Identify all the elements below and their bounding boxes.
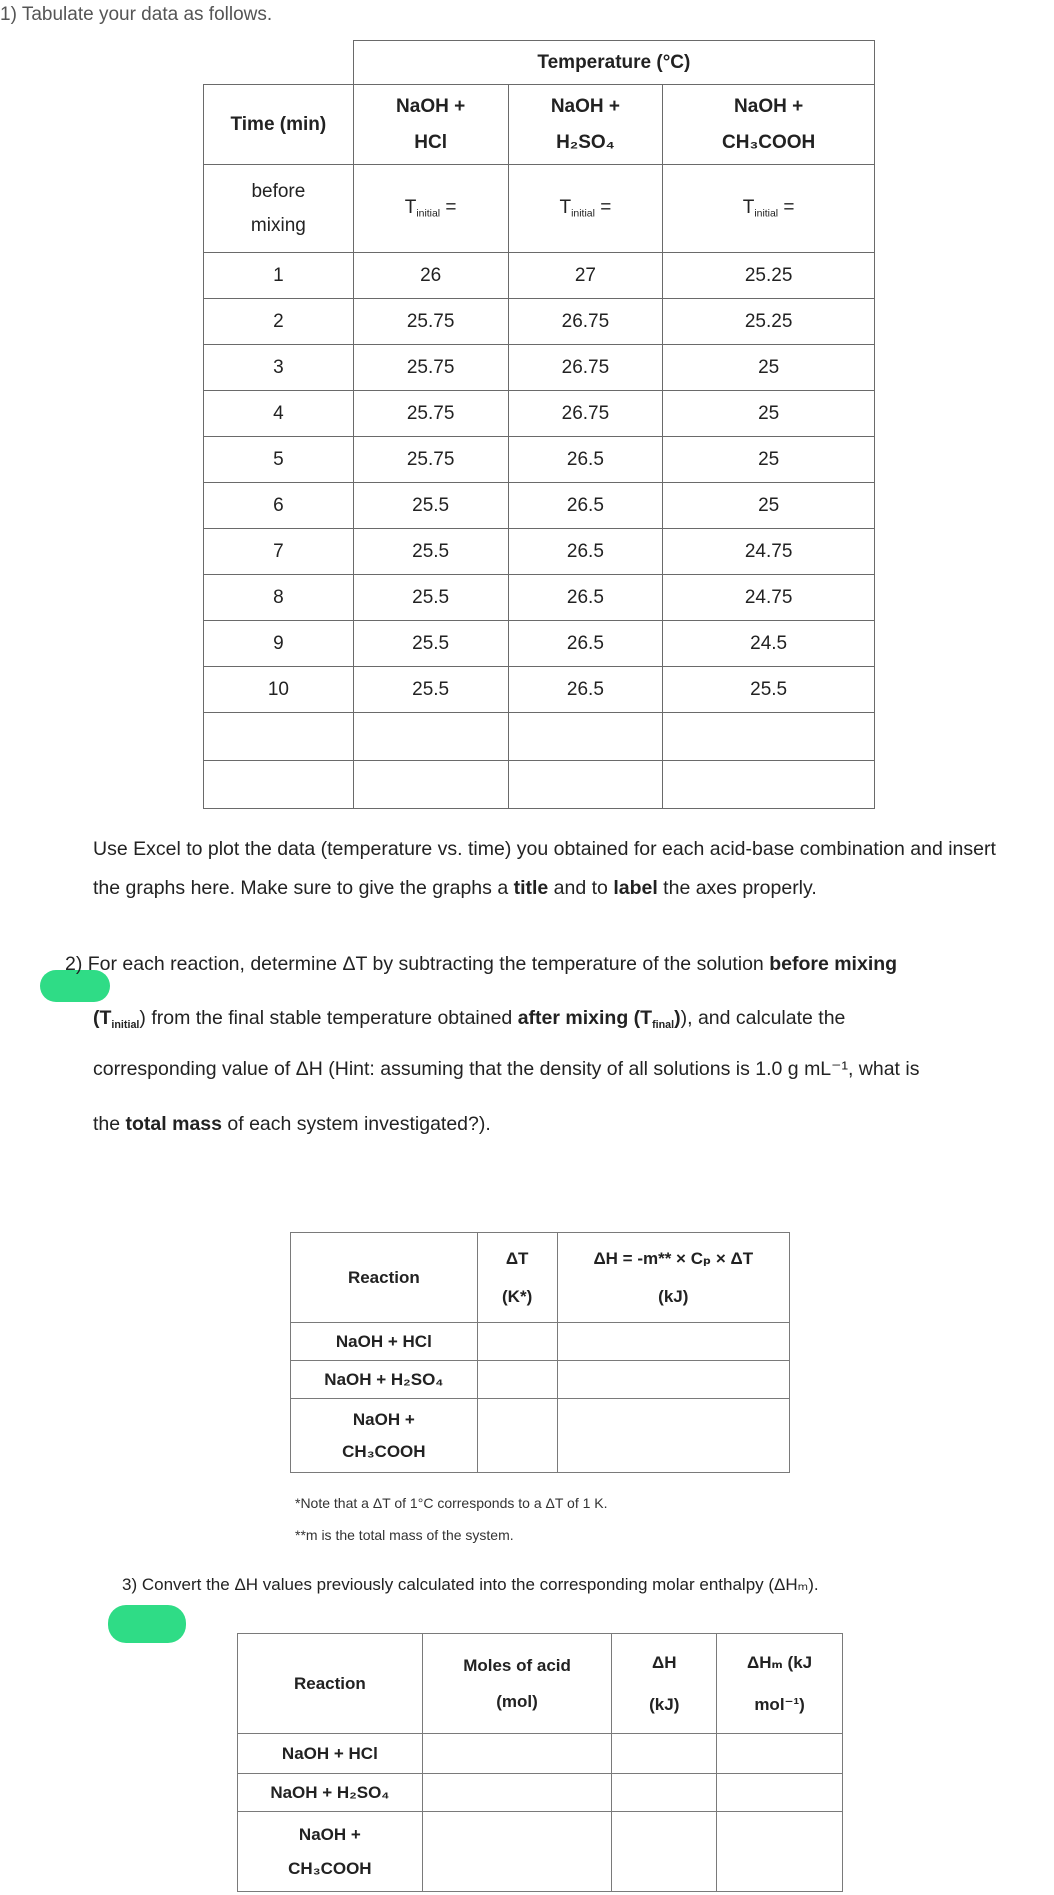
temperature-table [203,40,875,809]
h2so4-temp-cell: 26.5 [508,575,663,621]
col-header-hcl: NaOH + HCl [353,85,508,165]
h2so4-temp-cell: 26.75 [508,345,663,391]
reaction-header: Reaction [238,1634,423,1734]
reaction-cell: NaOH + HCl [238,1734,423,1774]
hcl-temp-cell: 25.5 [353,529,508,575]
time-cell: 1 [204,253,354,299]
note-delta-t: *Note that a ΔT of 1°C corresponds to a ΔT of 1 K. [295,1495,608,1511]
ch3cooh-temp-cell: 25.25 [663,299,875,345]
time-cell: 6 [204,483,354,529]
section2-line3: corresponding value of ΔH (Hint: assuming that the density of all solutions is 1.0 g mL⁻¹, what is [93,1058,920,1080]
section2-line4: the total mass of each system investigated?). [93,1113,491,1135]
t-initial-cell: Tinitial = [508,165,663,253]
molar-delta-h-header: ΔHₘ (kJ mol⁻¹) [717,1634,843,1734]
highlight-mark [108,1605,186,1643]
t-initial-cell: Tinitial = [663,165,875,253]
h2so4-temp-cell: 26.75 [508,391,663,437]
table-row [204,391,875,437]
reaction-cell: NaOH + HCl [291,1323,478,1361]
h2so4-temp-cell: 26.5 [508,529,663,575]
h2so4-temp-cell: 26.5 [508,437,663,483]
empty-corner-cell [204,41,354,85]
hcl-temp-cell: 25.75 [353,391,508,437]
h2so4-temp-cell: 26.5 [508,483,663,529]
ch3cooh-temp-cell: 25 [663,391,875,437]
hcl-temp-cell: 25.5 [353,575,508,621]
table-row [204,437,875,483]
ch3cooh-temp-cell: 25.25 [663,253,875,299]
reaction-cell: NaOH + H₂SO₄ [238,1774,423,1812]
table-row [204,667,875,713]
h2so4-temp-cell: 27 [508,253,663,299]
time-cell: 9 [204,621,354,667]
ch3cooh-temp-cell: 25 [663,345,875,391]
col-header-ch3cooh: NaOH + CH₃COOH [663,85,875,165]
before-mixing-row [204,165,875,253]
plot-instruction: Use Excel to plot the data (temperature vs. time) you obtained for each acid-base combination and insert the graphs here. Make sure to give the graphs a title and to label the axes properly. [93,838,996,899]
ch3cooh-temp-cell: 25 [663,437,875,483]
section3-text: 3) Convert the ΔH values previously calculated into the corresponding molar enthalpy (ΔHₘ). [122,1575,819,1594]
delta-h-header: ΔH (kJ) [612,1634,717,1734]
table-row [204,345,875,391]
table-row [204,621,875,667]
time-cell: 10 [204,667,354,713]
time-cell: 8 [204,575,354,621]
table-row [204,529,875,575]
delta-h-table [290,1232,790,1473]
empty-row [204,761,875,809]
hcl-temp-cell: 26 [353,253,508,299]
reaction-cell: NaOH + H₂SO₄ [291,1361,478,1399]
time-cell: 2 [204,299,354,345]
col-header-h2so4: NaOH + H₂SO₄ [508,85,663,165]
hcl-temp-cell: 25.5 [353,621,508,667]
moles-header: Moles of acid (mol) [422,1634,612,1734]
hcl-temp-cell: 25.5 [353,667,508,713]
time-cell: 7 [204,529,354,575]
hcl-temp-cell: 25.75 [353,345,508,391]
ch3cooh-temp-cell: 24.5 [663,621,875,667]
table-row [204,253,875,299]
ch3cooh-temp-cell: 24.75 [663,529,875,575]
empty-row [204,713,875,761]
time-cell: 3 [204,345,354,391]
ch3cooh-temp-cell: 24.75 [663,575,875,621]
ch3cooh-temp-cell: 25.5 [663,667,875,713]
h2so4-temp-cell: 26.75 [508,299,663,345]
molar-enthalpy-table [237,1633,843,1892]
ch3cooh-temp-cell: 25 [663,483,875,529]
time-cell: 5 [204,437,354,483]
time-cell: 4 [204,391,354,437]
h2so4-temp-cell: 26.5 [508,621,663,667]
note-mass: **m is the total mass of the system. [295,1527,514,1543]
hcl-temp-cell: 25.5 [353,483,508,529]
before-mixing-label: before mixing [204,165,354,253]
section2-line2: (Tinitial) from the final stable temperature obtained after mixing (Tfinal)), and calculate the [93,1007,846,1031]
section1-heading: 1) Tabulate your data as follows. [0,4,273,25]
hcl-temp-cell: 25.75 [353,437,508,483]
temperature-group-header: Temperature (°C) [353,41,874,85]
hcl-temp-cell: 25.75 [353,299,508,345]
delta-t-header: ΔT (K*) [477,1233,557,1323]
reaction-cell: NaOH + CH₃COOH [291,1399,478,1473]
reaction-cell: NaOH + CH₃COOH [238,1812,423,1892]
table-row [204,575,875,621]
delta-h-header: ΔH = -m** × Cₚ × ΔT (kJ) [557,1233,789,1323]
table-row [204,483,875,529]
h2so4-temp-cell: 26.5 [508,667,663,713]
reaction-header: Reaction [291,1233,478,1323]
table-row [204,299,875,345]
t-initial-cell: Tinitial = [353,165,508,253]
time-header: Time (min) [204,85,354,165]
section2-line1: 2) For each reaction, determine ΔT by subtracting the temperature of the solution before mixing [65,953,898,975]
